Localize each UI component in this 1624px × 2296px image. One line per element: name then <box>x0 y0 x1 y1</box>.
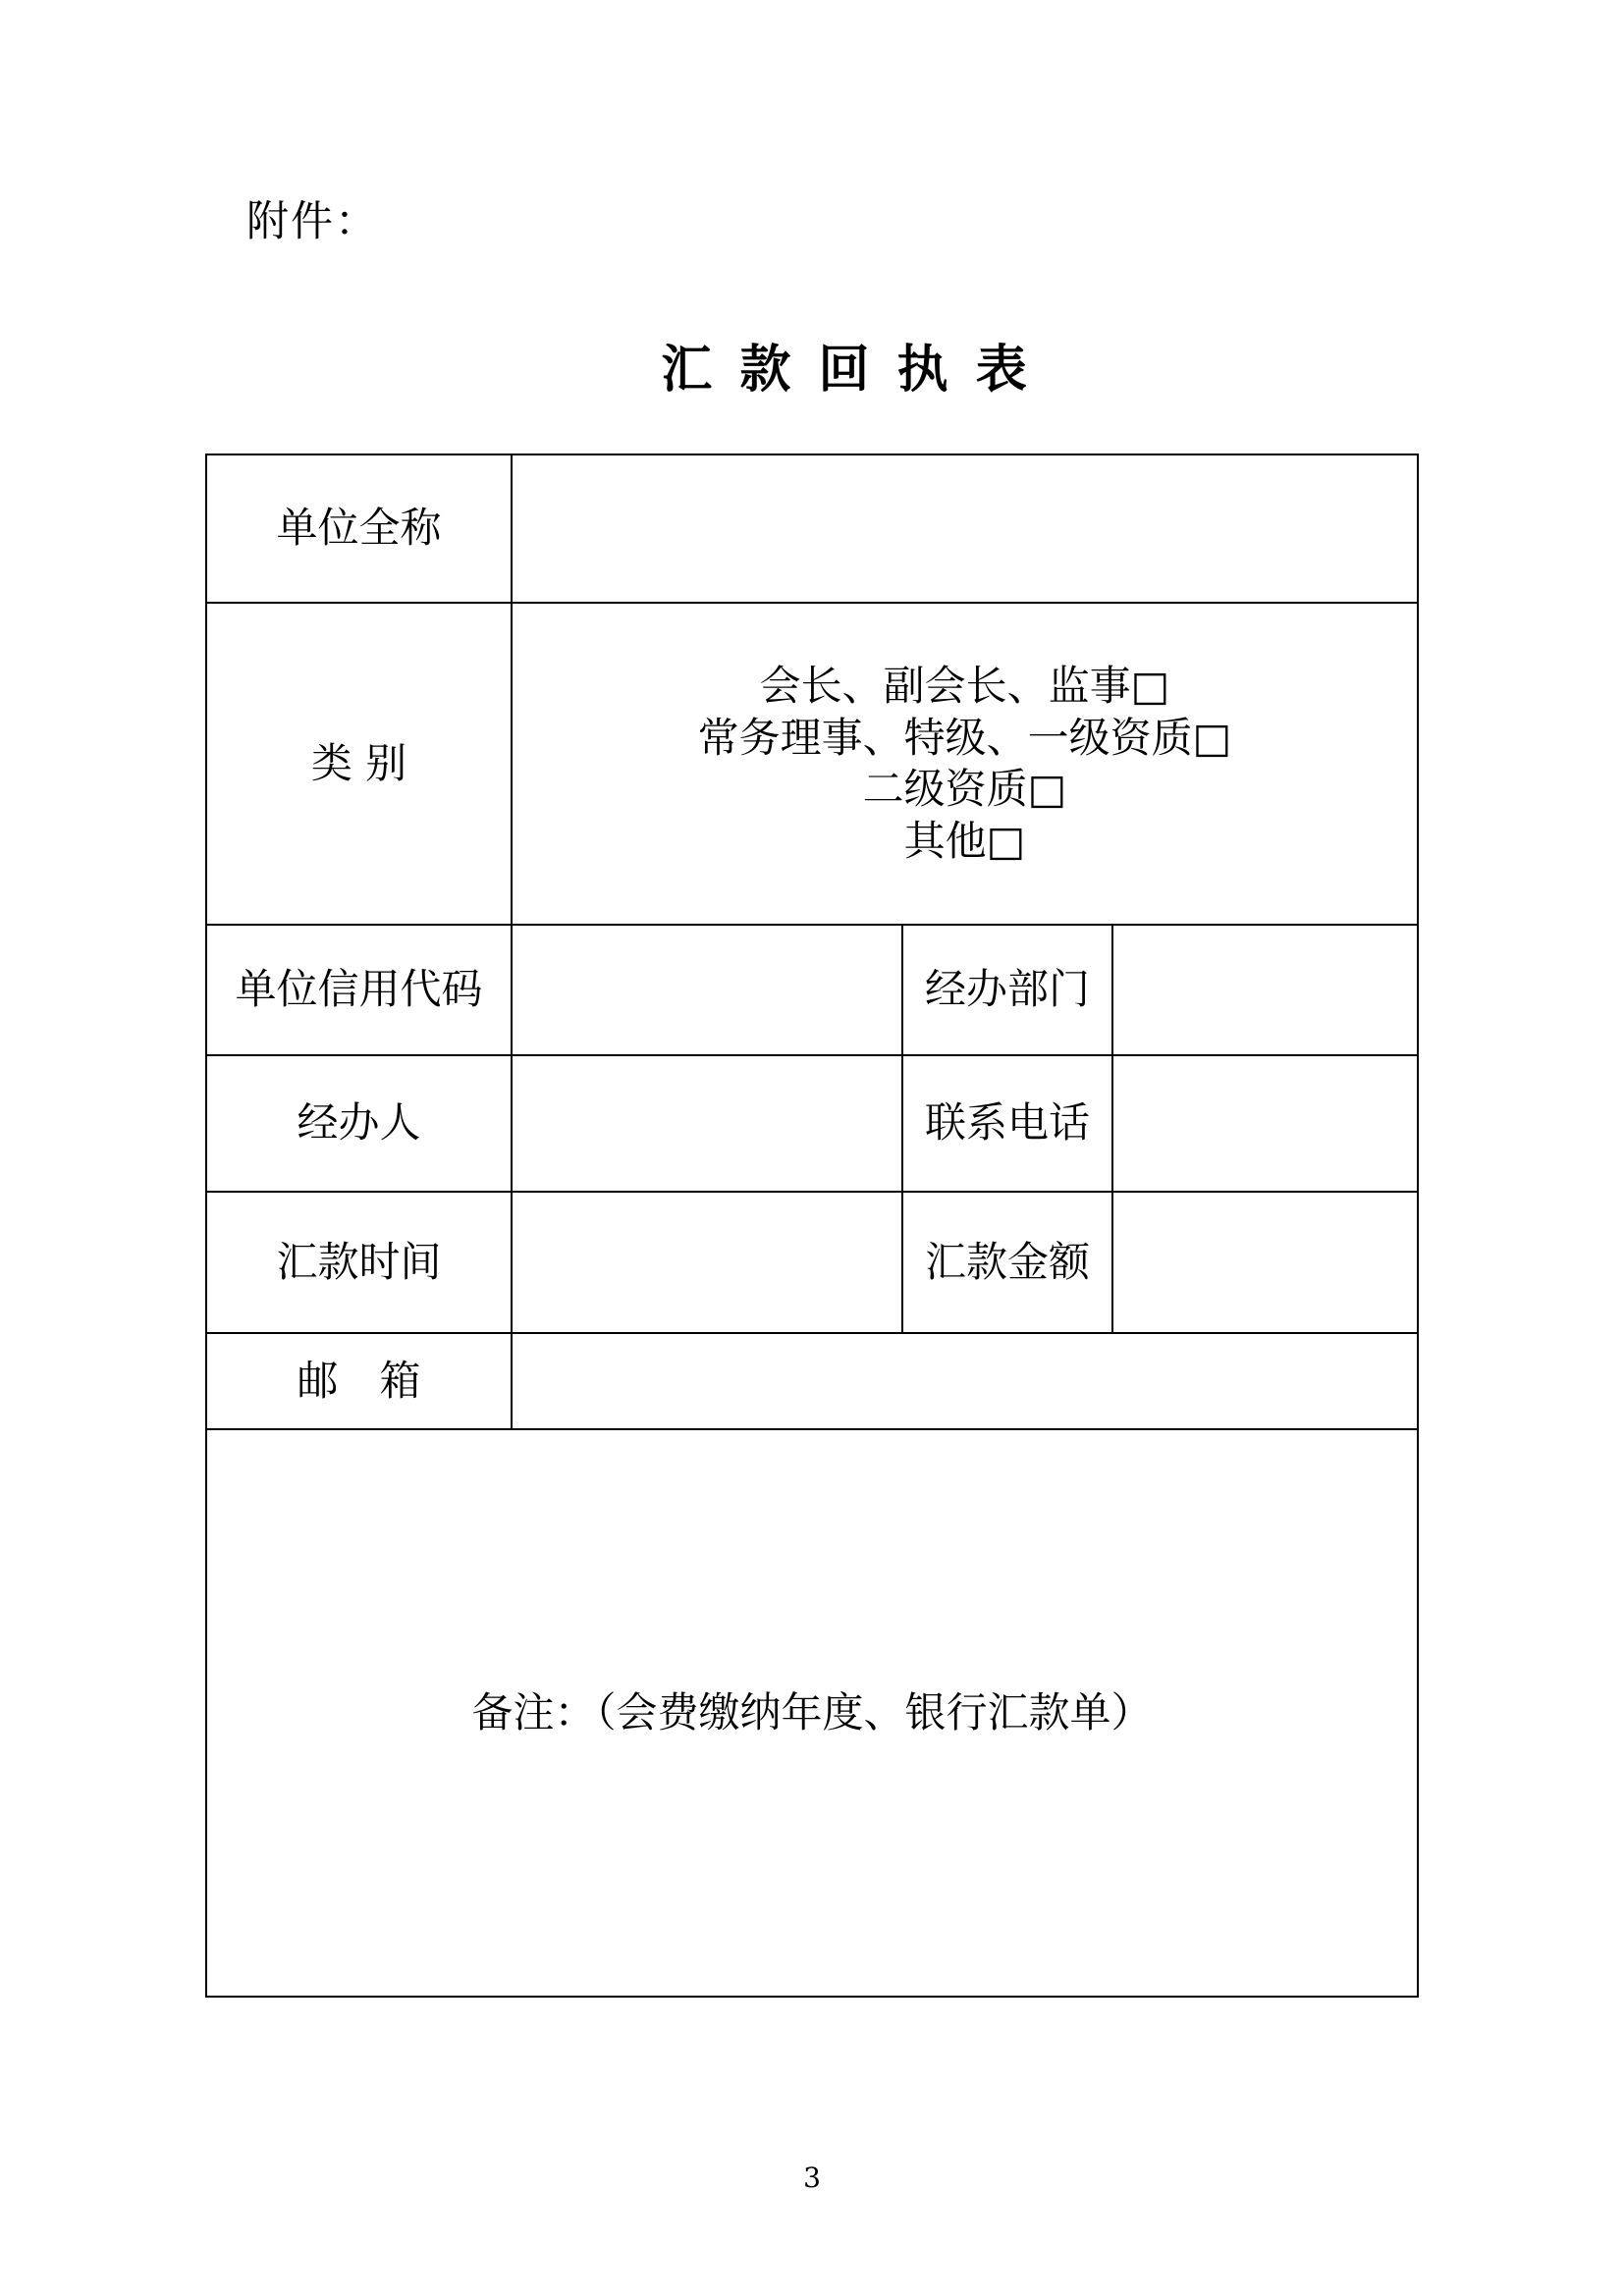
email-value-cell <box>512 1333 1418 1429</box>
remit-amount-label: 汇款金额 <box>902 1192 1112 1333</box>
department-label: 经办部门 <box>902 925 1112 1055</box>
category-option-presidents: 会长、副会长、监事□ <box>759 662 1170 710</box>
handler-label: 经办人 <box>206 1055 512 1192</box>
category-label: 类 别 <box>206 603 512 925</box>
category-option-other: 其他□ <box>903 816 1026 865</box>
document-title: 汇 款 回 执 表 <box>661 340 1032 400</box>
credit-code-label: 单位信用代码 <box>206 925 512 1055</box>
credit-code-value-cell <box>512 925 902 1055</box>
handler-value-cell <box>512 1055 902 1192</box>
unit-name-value-cell <box>512 454 1418 603</box>
remit-time-value-cell <box>512 1192 902 1333</box>
row-credit-code <box>206 925 1418 1055</box>
email-label: 邮 箱 <box>206 1333 512 1429</box>
row-email <box>206 1333 1418 1429</box>
remit-time-label: 汇款时间 <box>206 1192 512 1333</box>
remit-amount-value-cell <box>1112 1192 1418 1333</box>
row-handler <box>206 1055 1418 1192</box>
phone-value-cell <box>1112 1055 1418 1192</box>
row-remark <box>206 1429 1418 1997</box>
row-remittance <box>206 1192 1418 1333</box>
page-number: 3 <box>803 2162 821 2194</box>
category-options-cell <box>512 603 1418 925</box>
unit-name-label: 单位全称 <box>206 454 512 603</box>
category-option-grade2: 二级资质□ <box>862 765 1067 813</box>
department-value-cell <box>1112 925 1418 1055</box>
row-unit-name <box>206 454 1418 603</box>
remark-cell: 备注：（会费缴纳年度、银行汇款单） <box>206 1429 1418 1997</box>
remittance-receipt-table <box>205 454 1419 1998</box>
category-option-executive-director: 常务理事、特级、一级资质□ <box>697 713 1232 762</box>
phone-label: 联系电话 <box>902 1055 1112 1192</box>
attachment-label: 附件： <box>246 197 379 246</box>
row-category <box>206 603 1418 925</box>
